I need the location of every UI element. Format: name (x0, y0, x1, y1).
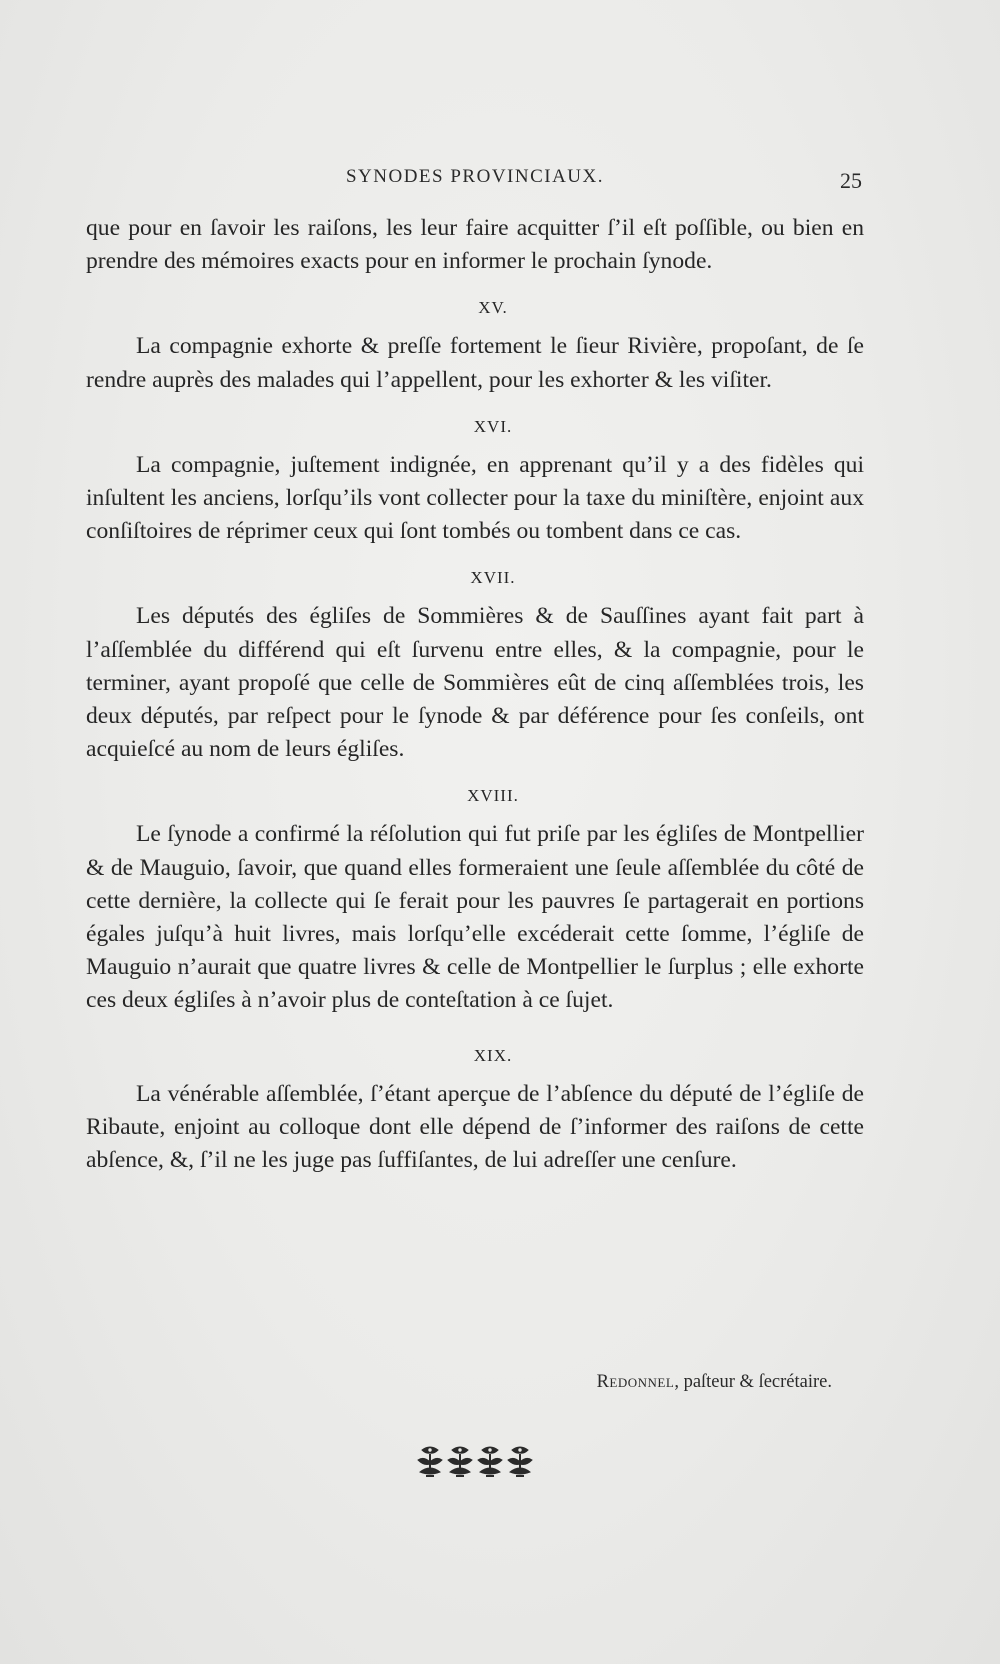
article-number-xvi: XVI. (473, 416, 513, 436)
article-number-xix: XIX. (473, 1045, 513, 1065)
article-number-xvii: XVII. (470, 568, 516, 588)
signature-name: Redonnel (596, 1372, 675, 1392)
running-title: SYNODES PROVINCIAUX. (345, 166, 605, 187)
article-xviii-text: Le ſynode a confirmé la réſolution qui fut priſe par les égliſes de Montpellier & de Mauguio, ſavoir, que quand elles formeraient une ſeule aſſemblée du côté de cette dernière, la collecte qui ſe ferait pour les pauvres ſe partagerait en portions égales juſqu’à huit livres, mais lorſqu’elle excéderait cette ſomme, l’égliſe de Mauguio n’aurait que quatre livres & celle de Montpellier le ſurplus ; elle exhorte ces deux égliſes à n’avoir plus de conteſtation à ce ſujet. (86, 821, 864, 1014)
article-xvii-text: Les députés des égliſes de Sommières & de Sauſſines ayant fait part à l’aſſemblée du différend qui eſt ſurvenu entre elles, & la compagnie, pour le terminer, ayant propoſé que celle de Sommières eût de cinq aſſemblées trois, les deux députés, par reſpect pour le ſynode & par déférence pour ſes conſeils, ont acquieſcé au nom de leurs égliſes. (86, 603, 864, 763)
article-xvi-text: La compagnie, juſtement indignée, en apprenant qu’il y a des fidèles qui inſultent les anciens, lorſqu’ils vont collecter pour la taxe du miniſtère, enjoint aux conſiſtoires de réprimer ceux qui ſont tombés ou tombent dans ce cas. (86, 451, 864, 545)
article-number-xv: XV. (478, 298, 508, 318)
page-number: 25 (840, 168, 862, 193)
paragraph-continuation: que pour en ſavoir les raiſons, les leur faire acquitter ſ’il eſt poſſible, ou bien en prendre des mémoires exacts pour en informer le prochain ſynode. (86, 215, 864, 275)
article-xix-text: La vénérable aſſemblée, ſ’étant aperçue de l’abſence du député de l’égliſe de Ribaute, enjoint au colloque dont elle dépend de ſ’informer des raiſons de cette abſence, &, ſ’il ne les juge pas ſuffiſantes, de lui adreſſer une cenſure. (86, 1080, 864, 1174)
fleuron-ornament-icon (416, 1442, 542, 1482)
article-xv-text: La compagnie exhorte & preſſe fortement le ſieur Rivière, propoſant, de ſe rendre auprès des malades qui l’appellent, pour les exhorter & les viſiter. (86, 333, 864, 393)
signature (597, 1372, 832, 1393)
body-text (86, 212, 864, 1177)
page-header (88, 166, 862, 196)
signature-role: , paſteur & ſecrétaire. (674, 1372, 832, 1392)
article-number-xviii: XVIII. (467, 786, 519, 806)
